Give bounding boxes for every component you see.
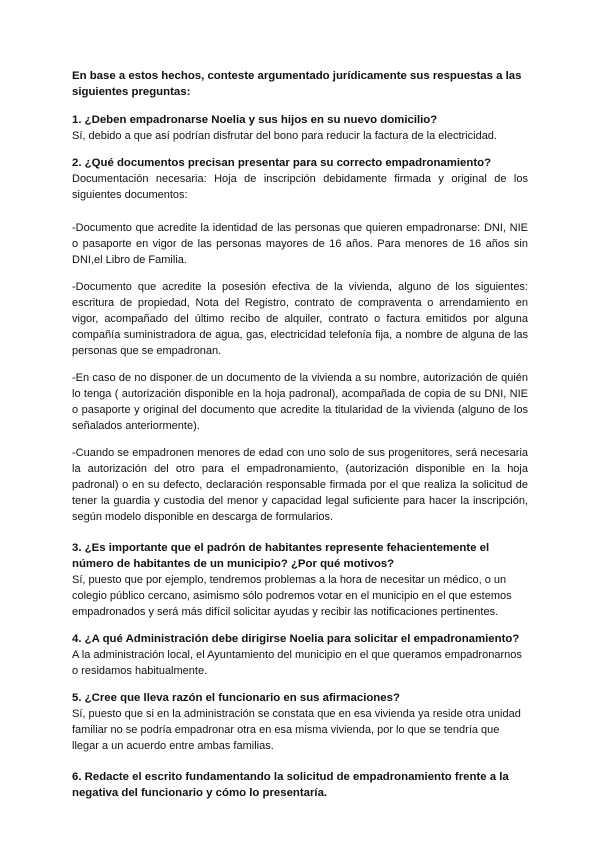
answer-4: A la administración local, el Ayuntamiento del municipio en el que queramos empadronarnos o residamos habitualmente. xyxy=(72,649,522,677)
question-6: 6. Redacte el escrito fundamentando la solicitud de empadronamiento frente a la negativa del funcionario y cómo lo presentaría. xyxy=(72,771,509,799)
answer-2-item-2: -Documento que acredite la posesión efectiva de la vivienda, alguno de los siguientes: escritura de propiedad, Nota del Registro, contrato de compraventa o arrendamiento en vigor, acompañado del último recibo de alquiler, contrato o factura emitidos por alguna compañía suministradora de agua, gas, electricidad telefonía fija, a nombre de alguna de las personas que se empadronan. xyxy=(72,281,528,357)
question-1: 1. ¿Deben empadronarse Noelia y sus hijos en su nuevo domicilio? xyxy=(72,114,438,126)
answer-2-intro: Documentación necesaria: Hoja de inscripción debidamente firmada y original de los siguientes documentos: xyxy=(72,173,528,201)
question-3-block xyxy=(72,540,528,620)
answer-1: Sí, debido a que así podrían disfrutar del bono para reducir la factura de la electricidad. xyxy=(72,130,497,142)
question-4-block xyxy=(72,631,528,679)
answer-2-item-3: -En caso de no disponer de un documento de la vivienda a su nombre, autorización de quién lo tenga ( autorización disponible en la hoja padronal), acompañada de copia de su DNI, NIE o pasaporte y original del documento que acredite la titularidad de la vivienda (alguno de los señalados anteriormente). xyxy=(72,372,528,432)
answer-5: Sí, puesto que si en la administración se constata que en esa vivienda ya reside otra unidad familiar no se podría empadronar otra en esa misma vivienda, por lo que se tendría que llegar a un acuerdo entre ambas familias. xyxy=(72,708,521,752)
answer-3: Sí, puesto que por ejemplo, tendremos problemas a la hora de necesitar un médico, o un colegio público cercano, asimismo sólo podremos votar en el municipio en el que estemos empadronados y será más difícil solicitar ayudas y recibir las notificaciones pertinentes. xyxy=(72,574,512,618)
question-6-block xyxy=(72,769,528,801)
question-5: 5. ¿Cree que lleva razón el funcionario en sus afirmaciones? xyxy=(72,692,400,704)
question-4: 4. ¿A qué Administración debe dirigirse Noelia para solicitar el empadronamiento? xyxy=(72,633,520,645)
question-2-block xyxy=(72,155,528,525)
question-1-block xyxy=(72,112,528,144)
question-2: 2. ¿Qué documentos precisan presentar para su correcto empadronamiento? xyxy=(72,157,492,169)
question-5-block xyxy=(72,690,528,754)
question-3: 3. ¿Es importante que el padrón de habitantes represente fehacientemente el número de habitantes de un municipio? ¿Por qué motivos? xyxy=(72,542,490,570)
answer-2-item-4: -Cuando se empadronen menores de edad con uno solo de sus progenitores, será necesaria la autorización del otro para el empadronamiento, (autorización disponible en la hoja padronal) o en su defecto, declaración responsable firmada por el que realiza la solicitud de tener la guardia y custodia del menor y capacidad legal suficiente para hacer la inscripción, según modelo disponible en descarga de formularios. xyxy=(72,447,528,523)
answer-2-item-1: -Documento que acredite la identidad de las personas que quieren empadronarse: DNI, NIE o pasaporte en vigor de las personas mayores de 16 años. Para menores de 16 años sin DNI,el Libro de Familia. xyxy=(72,222,528,266)
intro-text: En base a estos hechos, conteste argumentado jurídicamente sus respuestas a las siguientes preguntas: xyxy=(72,70,522,98)
